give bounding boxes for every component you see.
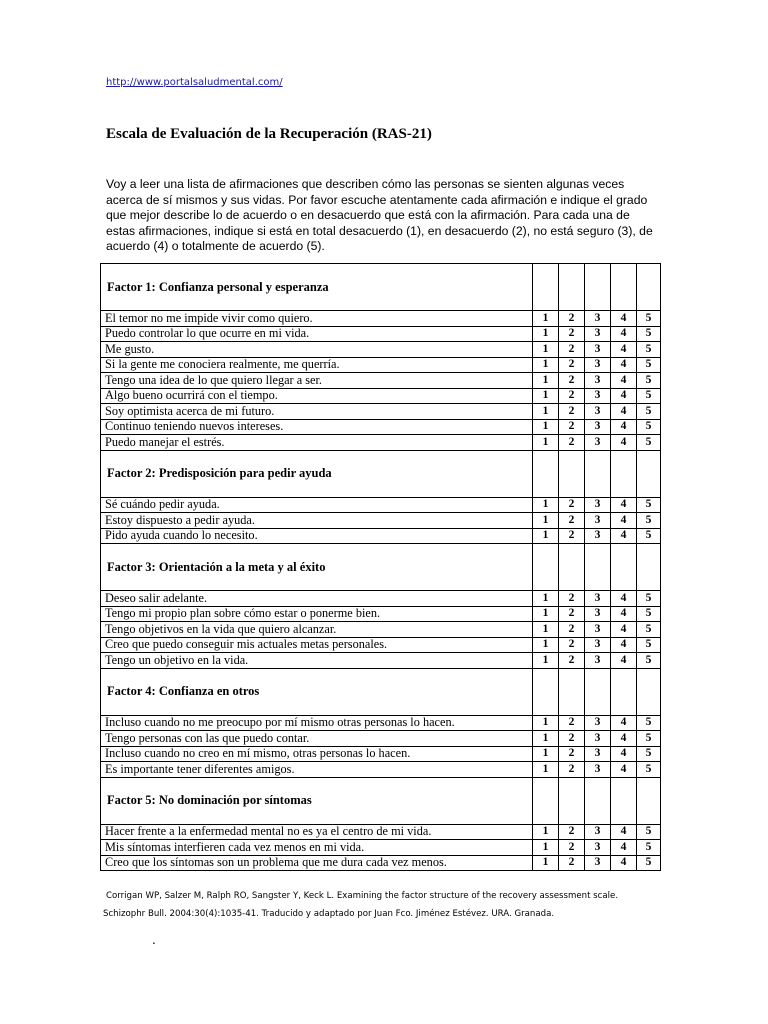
factor-header-blank-cell (637, 264, 661, 311)
rating-option-3[interactable]: 3 (585, 762, 611, 778)
rating-option-3[interactable]: 3 (585, 653, 611, 669)
factor-header-blank-cell (611, 450, 637, 497)
item-statement: Continuo teniendo nuevos intereses. (101, 419, 533, 435)
rating-option-1[interactable]: 1 (533, 513, 559, 529)
table-row (101, 824, 661, 840)
factor-header-blank-cell (533, 264, 559, 311)
rating-option-4[interactable]: 4 (611, 622, 637, 638)
rating-option-3[interactable]: 3 (585, 622, 611, 638)
rating-option-4[interactable]: 4 (611, 373, 637, 389)
factor-header-blank-cell (559, 264, 585, 311)
item-statement: Creo que puedo conseguir mis actuales metas personales. (101, 637, 533, 653)
rating-option-4[interactable]: 4 (611, 513, 637, 529)
rating-option-5[interactable]: 5 (637, 637, 661, 653)
factor-header-blank-cell (559, 777, 585, 824)
factor-header-row (101, 777, 661, 824)
rating-option-1[interactable]: 1 (533, 311, 559, 327)
rating-option-4[interactable]: 4 (611, 731, 637, 747)
rating-option-4[interactable]: 4 (611, 528, 637, 544)
rating-option-2[interactable]: 2 (559, 342, 585, 358)
table-row (101, 404, 661, 420)
rating-option-2[interactable]: 2 (559, 653, 585, 669)
rating-option-1[interactable]: 1 (533, 824, 559, 840)
rating-option-4[interactable]: 4 (611, 591, 637, 607)
rating-option-5[interactable]: 5 (637, 840, 661, 856)
rating-option-4[interactable]: 4 (611, 715, 637, 731)
factor-header-row (101, 450, 661, 497)
rating-option-1[interactable]: 1 (533, 637, 559, 653)
rating-option-2[interactable]: 2 (559, 497, 585, 513)
item-statement: Puedo controlar lo que ocurre en mi vida. (101, 326, 533, 342)
rating-option-4[interactable]: 4 (611, 342, 637, 358)
rating-option-4[interactable]: 4 (611, 419, 637, 435)
rating-option-3[interactable]: 3 (585, 357, 611, 373)
rating-option-5[interactable]: 5 (637, 715, 661, 731)
rating-option-2[interactable]: 2 (559, 855, 585, 871)
item-statement: Soy optimista acerca de mi futuro. (101, 404, 533, 420)
item-statement: Me gusto. (101, 342, 533, 358)
page-title: Escala de Evaluación de la Recuperación (RAS-21) (106, 126, 432, 142)
rating-option-1[interactable]: 1 (533, 419, 559, 435)
rating-option-2[interactable]: 2 (559, 435, 585, 451)
item-statement: Estoy dispuesto a pedir ayuda. (101, 513, 533, 529)
rating-option-5[interactable]: 5 (637, 419, 661, 435)
factor-title: Factor 2: Predisposición para pedir ayuda (101, 450, 533, 497)
rating-option-2[interactable]: 2 (559, 591, 585, 607)
factor-header-blank-cell (585, 668, 611, 715)
factor-header-blank-cell (533, 544, 559, 591)
factor-header-row (101, 668, 661, 715)
table-row (101, 373, 661, 389)
rating-option-3[interactable]: 3 (585, 606, 611, 622)
item-statement: Sé cuándo pedir ayuda. (101, 497, 533, 513)
table-row (101, 762, 661, 778)
rating-option-3[interactable]: 3 (585, 855, 611, 871)
factor-header-blank-cell (559, 450, 585, 497)
factor-header-blank-cell (585, 264, 611, 311)
rating-option-4[interactable]: 4 (611, 762, 637, 778)
item-statement: Tengo objetivos en la vida que quiero alcanzar. (101, 622, 533, 638)
rating-option-3[interactable]: 3 (585, 497, 611, 513)
rating-option-5[interactable]: 5 (637, 855, 661, 871)
rating-option-5[interactable]: 5 (637, 357, 661, 373)
rating-option-1[interactable]: 1 (533, 528, 559, 544)
rating-option-3[interactable]: 3 (585, 731, 611, 747)
rating-option-4[interactable]: 4 (611, 404, 637, 420)
item-statement: Hacer frente a la enfermedad mental no es ya el centro de mi vida. (101, 824, 533, 840)
rating-option-5[interactable]: 5 (637, 824, 661, 840)
item-statement: Si la gente me conociera realmente, me querría. (101, 357, 533, 373)
instructions-paragraph: Voy a leer una lista de afirmaciones que describen cómo las personas se sienten algunas veces acerca de sí mismos y sus vidas. Por favor escuche atentamente cada afirmación e indique el grado que mejor describe lo de acuerdo o en desacuerdo que está con la afirmación. Para cada una de estas afirmaciones, indique si está en total desacuerdo (1), en desacuerdo (2), no está seguro (3), de acuerdo (4) o totalmente de acuerdo (5). (106, 177, 653, 254)
factor-title: Factor 1: Confianza personal y esperanza (101, 264, 533, 311)
rating-option-5[interactable]: 5 (637, 513, 661, 529)
factor-header-blank-cell (533, 668, 559, 715)
table-row (101, 653, 661, 669)
rating-option-1[interactable]: 1 (533, 497, 559, 513)
factor-header-blank-cell (637, 777, 661, 824)
item-statement: Mis síntomas interfieren cada vez menos en mi vida. (101, 840, 533, 856)
table-row (101, 419, 661, 435)
rating-option-3[interactable]: 3 (585, 388, 611, 404)
item-statement: Deseo salir adelante. (101, 591, 533, 607)
rating-option-5[interactable]: 5 (637, 591, 661, 607)
rating-option-2[interactable]: 2 (559, 746, 585, 762)
rating-option-5[interactable]: 5 (637, 606, 661, 622)
rating-option-1[interactable]: 1 (533, 591, 559, 607)
rating-option-3[interactable]: 3 (585, 746, 611, 762)
factor-header-blank-cell (637, 450, 661, 497)
item-statement: Es importante tener diferentes amigos. (101, 762, 533, 778)
table-row (101, 528, 661, 544)
table-row (101, 342, 661, 358)
factor-header-blank-cell (585, 450, 611, 497)
rating-option-2[interactable]: 2 (559, 513, 585, 529)
rating-option-3[interactable]: 3 (585, 513, 611, 529)
rating-option-3[interactable]: 3 (585, 840, 611, 856)
rating-option-4[interactable]: 4 (611, 606, 637, 622)
rating-option-4[interactable]: 4 (611, 637, 637, 653)
rating-option-1[interactable]: 1 (533, 855, 559, 871)
table-row (101, 591, 661, 607)
table-row (101, 746, 661, 762)
rating-option-1[interactable]: 1 (533, 731, 559, 747)
factor-header-blank-cell (585, 544, 611, 591)
table-row (101, 311, 661, 327)
rating-option-1[interactable]: 1 (533, 388, 559, 404)
rating-option-3[interactable]: 3 (585, 419, 611, 435)
table-row (101, 855, 661, 871)
rating-option-1[interactable]: 1 (533, 357, 559, 373)
rating-option-2[interactable]: 2 (559, 762, 585, 778)
factor-header-blank-cell (611, 544, 637, 591)
rating-option-3[interactable]: 3 (585, 404, 611, 420)
rating-option-5[interactable]: 5 (637, 435, 661, 451)
rating-option-4[interactable]: 4 (611, 746, 637, 762)
rating-option-3[interactable]: 3 (585, 637, 611, 653)
table-row (101, 357, 661, 373)
rating-option-3[interactable]: 3 (585, 528, 611, 544)
item-statement: Tengo una idea de lo que quiero llegar a ser. (101, 373, 533, 389)
rating-option-2[interactable]: 2 (559, 824, 585, 840)
citation (103, 887, 619, 923)
rating-option-1[interactable]: 1 (533, 326, 559, 342)
rating-option-2[interactable]: 2 (559, 326, 585, 342)
rating-option-3[interactable]: 3 (585, 373, 611, 389)
rating-option-5[interactable]: 5 (637, 497, 661, 513)
rating-option-1[interactable]: 1 (533, 342, 559, 358)
rating-option-5[interactable]: 5 (637, 622, 661, 638)
rating-option-5[interactable]: 5 (637, 746, 661, 762)
rating-option-1[interactable]: 1 (533, 840, 559, 856)
item-statement: Tengo personas con las que puedo contar. (101, 731, 533, 747)
rating-option-3[interactable]: 3 (585, 435, 611, 451)
rating-option-5[interactable]: 5 (637, 326, 661, 342)
item-statement: Algo bueno ocurrirá con el tiempo. (101, 388, 533, 404)
rating-option-1[interactable]: 1 (533, 653, 559, 669)
item-statement: El temor no me impide vivir como quiero. (101, 311, 533, 327)
rating-option-5[interactable]: 5 (637, 762, 661, 778)
ras21-table (100, 263, 661, 871)
table-row (101, 715, 661, 731)
rating-option-5[interactable]: 5 (637, 373, 661, 389)
rating-option-2[interactable]: 2 (559, 528, 585, 544)
rating-option-4[interactable]: 4 (611, 497, 637, 513)
factor-header-blank-cell (559, 668, 585, 715)
rating-option-4[interactable]: 4 (611, 824, 637, 840)
rating-option-3[interactable]: 3 (585, 326, 611, 342)
rating-option-2[interactable]: 2 (559, 311, 585, 327)
rating-option-5[interactable]: 5 (637, 653, 661, 669)
rating-option-3[interactable]: 3 (585, 591, 611, 607)
item-statement: Tengo un objetivo en la vida. (101, 653, 533, 669)
factor-header-row (101, 264, 661, 311)
item-statement: Incluso cuando no creo en mí mismo, otras personas lo hacen. (101, 746, 533, 762)
table-row (101, 731, 661, 747)
rating-option-4[interactable]: 4 (611, 357, 637, 373)
rating-option-4[interactable]: 4 (611, 388, 637, 404)
rating-option-3[interactable]: 3 (585, 715, 611, 731)
factor-title: Factor 3: Orientación a la meta y al éxito (101, 544, 533, 591)
item-statement: Incluso cuando no me preocupo por mí mismo otras personas lo hacen. (101, 715, 533, 731)
rating-option-1[interactable]: 1 (533, 746, 559, 762)
rating-option-1[interactable]: 1 (533, 622, 559, 638)
rating-option-4[interactable]: 4 (611, 855, 637, 871)
rating-option-1[interactable]: 1 (533, 373, 559, 389)
factor-header-blank-cell (533, 777, 559, 824)
table-row (101, 622, 661, 638)
rating-option-4[interactable]: 4 (611, 326, 637, 342)
rating-option-5[interactable]: 5 (637, 342, 661, 358)
rating-option-1[interactable]: 1 (533, 606, 559, 622)
table-row (101, 513, 661, 529)
rating-option-3[interactable]: 3 (585, 311, 611, 327)
factor-header-blank-cell (585, 777, 611, 824)
citation-line-1: Corrigan WP, Salzer M, Ralph RO, Sangster Y, Keck L. Examining the factor structure of the recovery assessment scale. (106, 891, 619, 901)
table-row (101, 326, 661, 342)
item-statement: Tengo mi propio plan sobre cómo estar o ponerme bien. (101, 606, 533, 622)
factor-header-blank-cell (637, 544, 661, 591)
table-row (101, 497, 661, 513)
rating-option-1[interactable]: 1 (533, 404, 559, 420)
rating-option-2[interactable]: 2 (559, 606, 585, 622)
rating-option-5[interactable]: 5 (637, 388, 661, 404)
rating-option-2[interactable]: 2 (559, 637, 585, 653)
rating-option-5[interactable]: 5 (637, 404, 661, 420)
factor-header-row (101, 544, 661, 591)
factor-header-blank-cell (637, 668, 661, 715)
table-row (101, 606, 661, 622)
rating-option-4[interactable]: 4 (611, 311, 637, 327)
rating-option-2[interactable]: 2 (559, 715, 585, 731)
table-row (101, 840, 661, 856)
rating-option-2[interactable]: 2 (559, 404, 585, 420)
factor-header-blank-cell (559, 544, 585, 591)
rating-option-1[interactable]: 1 (533, 435, 559, 451)
table-row (101, 388, 661, 404)
rating-option-2[interactable]: 2 (559, 388, 585, 404)
rating-option-3[interactable]: 3 (585, 342, 611, 358)
rating-option-2[interactable]: 2 (559, 357, 585, 373)
factor-header-blank-cell (533, 450, 559, 497)
rating-option-2[interactable]: 2 (559, 419, 585, 435)
table-row (101, 435, 661, 451)
rating-option-4[interactable]: 4 (611, 840, 637, 856)
item-statement: Puedo manejar el estrés. (101, 435, 533, 451)
rating-option-4[interactable]: 4 (611, 435, 637, 451)
rating-option-2[interactable]: 2 (559, 840, 585, 856)
rating-option-5[interactable]: 5 (637, 311, 661, 327)
factor-header-blank-cell (611, 668, 637, 715)
rating-option-2[interactable]: 2 (559, 373, 585, 389)
item-statement: Pido ayuda cuando lo necesito. (101, 528, 533, 544)
rating-option-2[interactable]: 2 (559, 622, 585, 638)
citation-line-2: Schizophr Bull. 2004:30(4):1035-41. Traducido y adaptado por Juan Fco. Jiménez Estévez. URA. Granada. (103, 909, 555, 919)
factor-header-blank-cell (611, 777, 637, 824)
rating-option-1[interactable]: 1 (533, 762, 559, 778)
factor-title: Factor 4: Confianza en otros (101, 668, 533, 715)
rating-option-2[interactable]: 2 (559, 731, 585, 747)
rating-option-5[interactable]: 5 (637, 731, 661, 747)
factor-title: Factor 5: No dominación por síntomas (101, 777, 533, 824)
rating-option-5[interactable]: 5 (637, 528, 661, 544)
source-link[interactable]: http://www.portalsaludmental.com/ (106, 77, 283, 88)
table-row (101, 637, 661, 653)
item-statement: Creo que los síntomas son un problema que me dura cada vez menos. (101, 855, 533, 871)
rating-option-4[interactable]: 4 (611, 653, 637, 669)
rating-option-3[interactable]: 3 (585, 824, 611, 840)
factor-header-blank-cell (611, 264, 637, 311)
rating-option-1[interactable]: 1 (533, 715, 559, 731)
trailing-mark: . (152, 933, 156, 947)
